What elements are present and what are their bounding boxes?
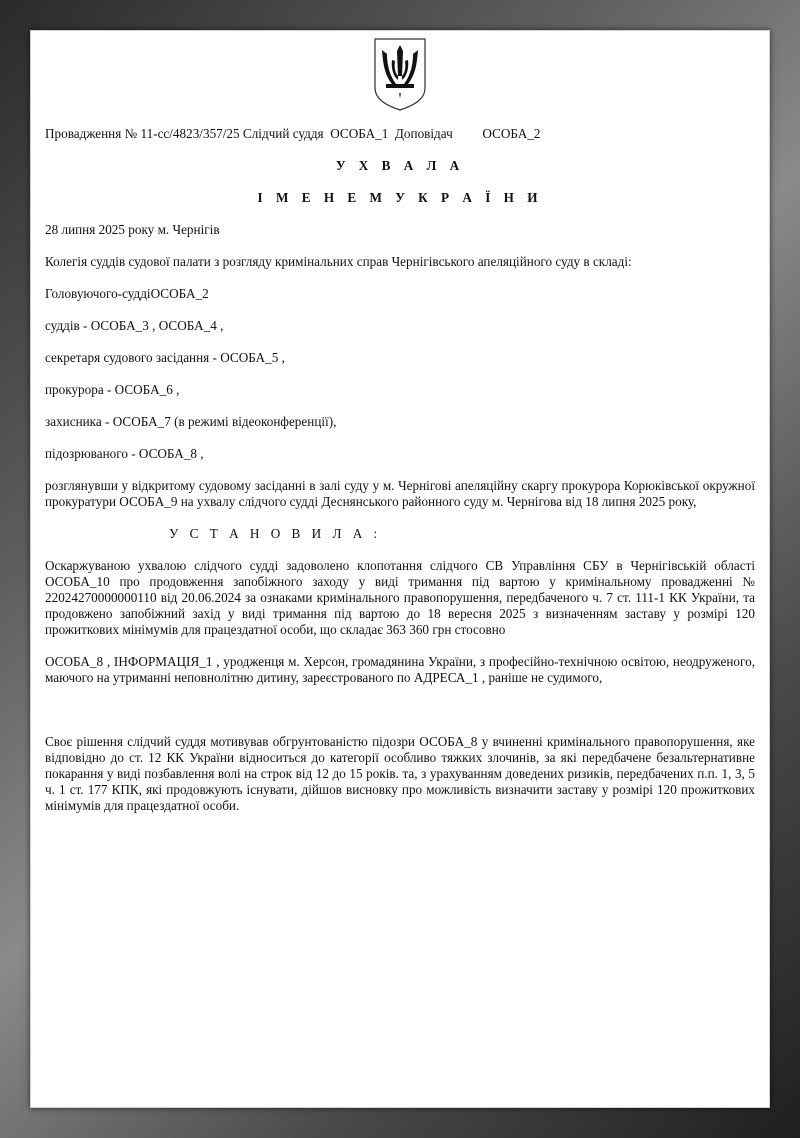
- paragraph-ruling: Оскаржуваною ухвалою слідчого судді задоволено клопотання слідчого СВ Управління СБУ в Чернігівській області ОСОБА_10 про продовження запобіжного заходу у виді тримання під вартою у кримінальному провадженні № 22024270000000110 від 20.06.2024 за ознаками кримінального правопорушення, передбаченого ч. 7 ст. 111-1 КК України, та продовжено запобіжний захід у виді тримання під вартою до 18 вересня 2025 з визначенням заставу у розмірі 120 прожиткових мінімумів для працездатної особи, що складає 363 360 грн стосовно: [45, 558, 755, 637]
- judges: суддів - ОСОБА_3 , ОСОБА_4 ,: [45, 318, 224, 333]
- panel-intro: Колегія суддів судової палати з розгляду кримінальних справ Чернігівського апеляційного суду в складі:: [45, 254, 632, 269]
- date-place: 28 липня 2025 року м. Чернігів: [45, 222, 220, 237]
- trident-emblem-icon: [372, 36, 428, 112]
- document-body: [45, 126, 755, 814]
- document-title: У Х В А Л А: [335, 158, 465, 173]
- prosecutor: прокурора - ОСОБА_6 ,: [45, 382, 180, 397]
- considered-paragraph: розглянувши у відкритому судовому засіданні в залі суду у м. Чернігові апеляційну скаргу прокурора Корюківської окружної прокуратури ОСОБА_9 на ухвалу слідчого судді Деснянського районного суду м. Чернігова від 18 липня 2025 року,: [45, 478, 755, 509]
- suspect: підозрюваного - ОСОБА_8 ,: [45, 446, 204, 461]
- established-heading: У С Т А Н О В И Л А :: [169, 526, 382, 541]
- secretary: секретаря судового засідання - ОСОБА_5 ,: [45, 350, 285, 365]
- document-page: [30, 30, 770, 1108]
- document-subtitle: І М Е Н Е М У К Р А Ї Н И: [257, 190, 543, 205]
- defender: захисника - ОСОБА_7 (в режимі відеоконференції),: [45, 414, 337, 429]
- paragraph-motivation: Своє рішення слідчий суддя мотивував обгрунтованістю підозри ОСОБА_8 у вчиненні кримінального правопорушення, яке відповідно до ст. 12 КК України відноситься до категорії особливо тяжких злочинів, за які передбачене безальтернативне покарання у виді позбавлення волі на строк від 12 до 15 років. та, з урахуванням доведених ризиків, передбачених п.п. 1, 3, 5 ч. 1 ст. 177 КПК, які продовжують існувати, дійшов висновку про можливість визначити заставу у розмірі 120 прожиткових мінімумів для працездатної особи.: [45, 734, 755, 813]
- paragraph-suspect-details: ОСОБА_8 , ІНФОРМАЦІЯ_1 , уродженця м. Херсон, громадянина України, з професійно-технічною освітою, неодруженого, маючого на утриманні неповнолітню дитину, зареєстрованого по АДРЕСА_1 , раніше не судимого,: [45, 654, 755, 685]
- case-header-line: Провадження № 11-сс/4823/357/25 Слідчий суддя ОСОБА_1 Доповідач ОСОБА_2: [45, 126, 541, 141]
- presiding-judge: Головуючого-суддіОСОБА_2: [45, 286, 209, 301]
